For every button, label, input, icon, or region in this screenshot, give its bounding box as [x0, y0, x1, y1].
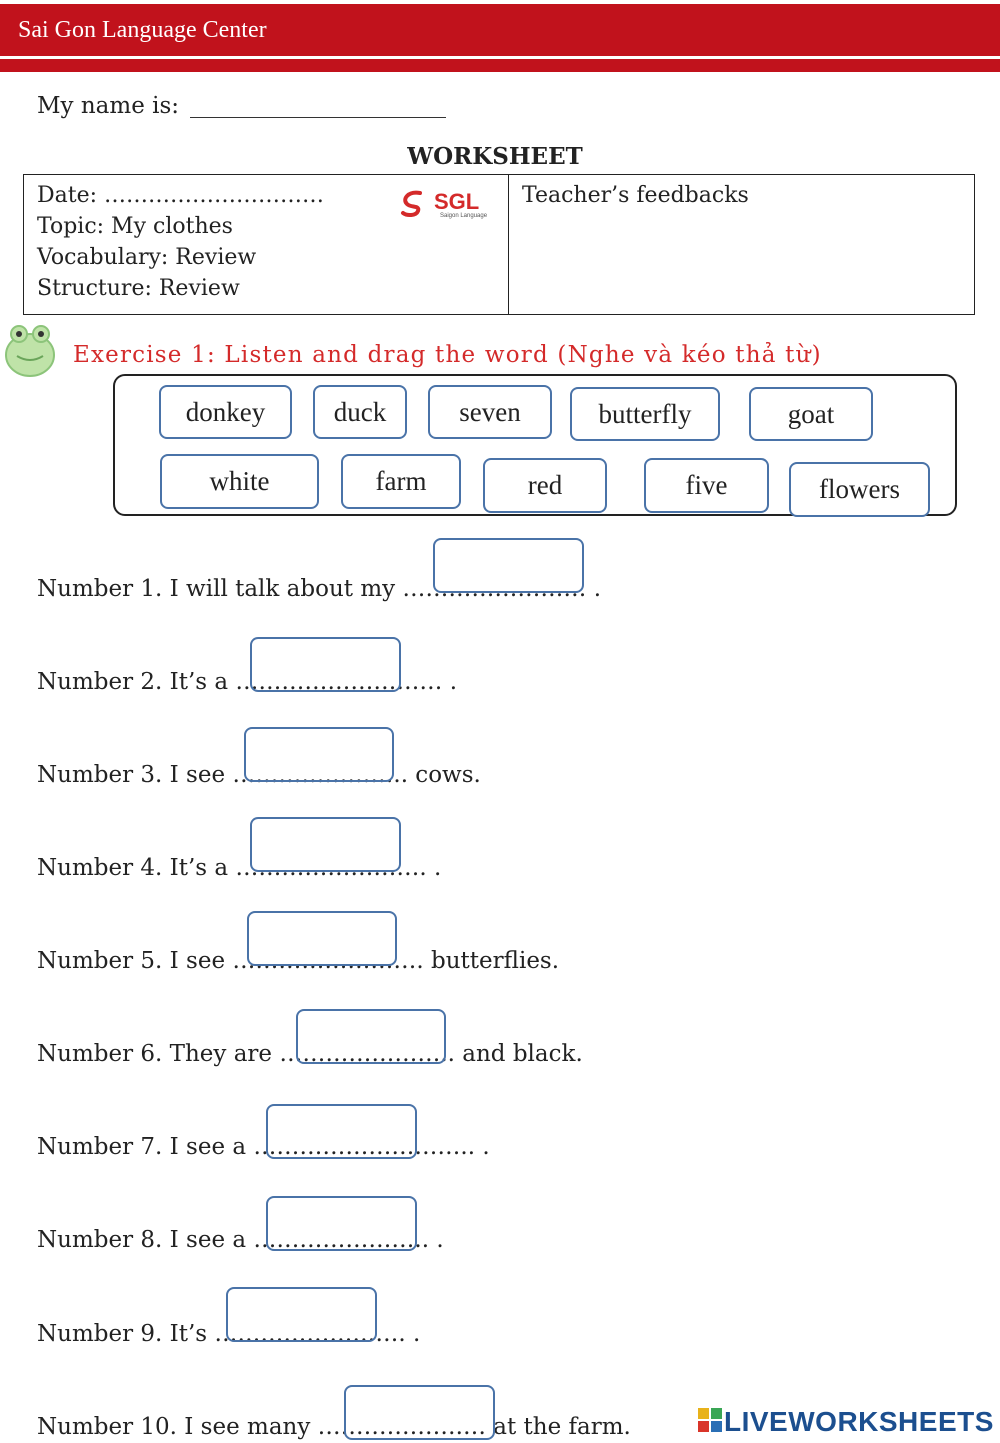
- answer-drop-zone-6[interactable]: [296, 1009, 446, 1064]
- worksheet-title: WORKSHEET: [407, 143, 583, 170]
- question-9: Number 9. It’s ……………………. .: [37, 1321, 421, 1347]
- question-8: Number 8. I see a ………………….. .: [37, 1227, 444, 1253]
- name-prompt: My name is:: [37, 93, 180, 119]
- header-bar: [0, 4, 1000, 56]
- exercise-title: Exercise 1: Listen and drag the word (Nghe và kéo thả từ): [73, 342, 822, 368]
- question-1: Number 1. I will talk about my …………………… .: [37, 576, 602, 602]
- liveworksheets-logo-icon: [698, 1408, 722, 1438]
- sgl-logo: [398, 187, 498, 223]
- question-2: Number 2. It’s a ……………………… .: [37, 669, 458, 695]
- header-underline: [0, 59, 1000, 72]
- answer-drop-zone-4[interactable]: [250, 817, 401, 872]
- question-10: Number 10. I see many ……………….… at the farm.: [37, 1414, 631, 1440]
- answer-drop-zone-3[interactable]: [244, 727, 394, 782]
- liveworksheets-wordmark: LIVEWORKSHEETS: [724, 1406, 994, 1437]
- teacher-feedback-label: Teacher’s feedbacks: [522, 183, 749, 208]
- question-3: Number 3. I see ………………….. cows.: [37, 762, 481, 788]
- name-blank-line: [190, 117, 446, 118]
- answer-drop-zone-5[interactable]: [247, 911, 397, 966]
- vocabulary-line: Vocabulary: Review: [37, 245, 257, 270]
- topic-line: Topic: My clothes: [37, 214, 233, 239]
- sgl-logo-text: SGL: [434, 189, 480, 214]
- word-chip-duck[interactable]: duck: [313, 385, 407, 439]
- word-chip-flowers[interactable]: flowers: [789, 462, 930, 517]
- word-chip-five[interactable]: five: [644, 458, 769, 513]
- word-chip-seven[interactable]: seven: [428, 385, 552, 439]
- question-6: Number 6. They are ………………….. and black.: [37, 1041, 583, 1067]
- question-7: Number 7. I see a ……………………….. .: [37, 1134, 490, 1160]
- word-chip-red[interactable]: red: [483, 458, 607, 513]
- word-chip-donkey[interactable]: donkey: [159, 385, 292, 439]
- answer-drop-zone-8[interactable]: [266, 1196, 417, 1251]
- question-5: Number 5. I see ……………………. butterflies.: [37, 948, 560, 974]
- word-chip-butterfly[interactable]: butterfly: [570, 387, 720, 441]
- question-4: Number 4. It’s a ……………………. .: [37, 855, 442, 881]
- structure-line: Structure: Review: [37, 276, 240, 301]
- answer-drop-zone-10[interactable]: [344, 1385, 495, 1440]
- answer-drop-zone-9[interactable]: [226, 1287, 377, 1342]
- answer-drop-zone-7[interactable]: [266, 1104, 417, 1159]
- date-line: Date: …………………………: [37, 183, 325, 208]
- frog-icon: [3, 322, 57, 378]
- info-table-divider: [508, 174, 509, 315]
- sgl-swirl-icon: [398, 187, 432, 221]
- header-title: Sai Gon Language Center: [18, 17, 267, 43]
- answer-drop-zone-1[interactable]: [433, 538, 584, 593]
- answer-drop-zone-2[interactable]: [250, 637, 401, 692]
- word-chip-goat[interactable]: goat: [749, 387, 873, 441]
- word-chip-farm[interactable]: farm: [341, 454, 461, 509]
- word-chip-white[interactable]: white: [160, 454, 319, 509]
- sgl-logo-subtext: Saigon Language: [440, 213, 488, 219]
